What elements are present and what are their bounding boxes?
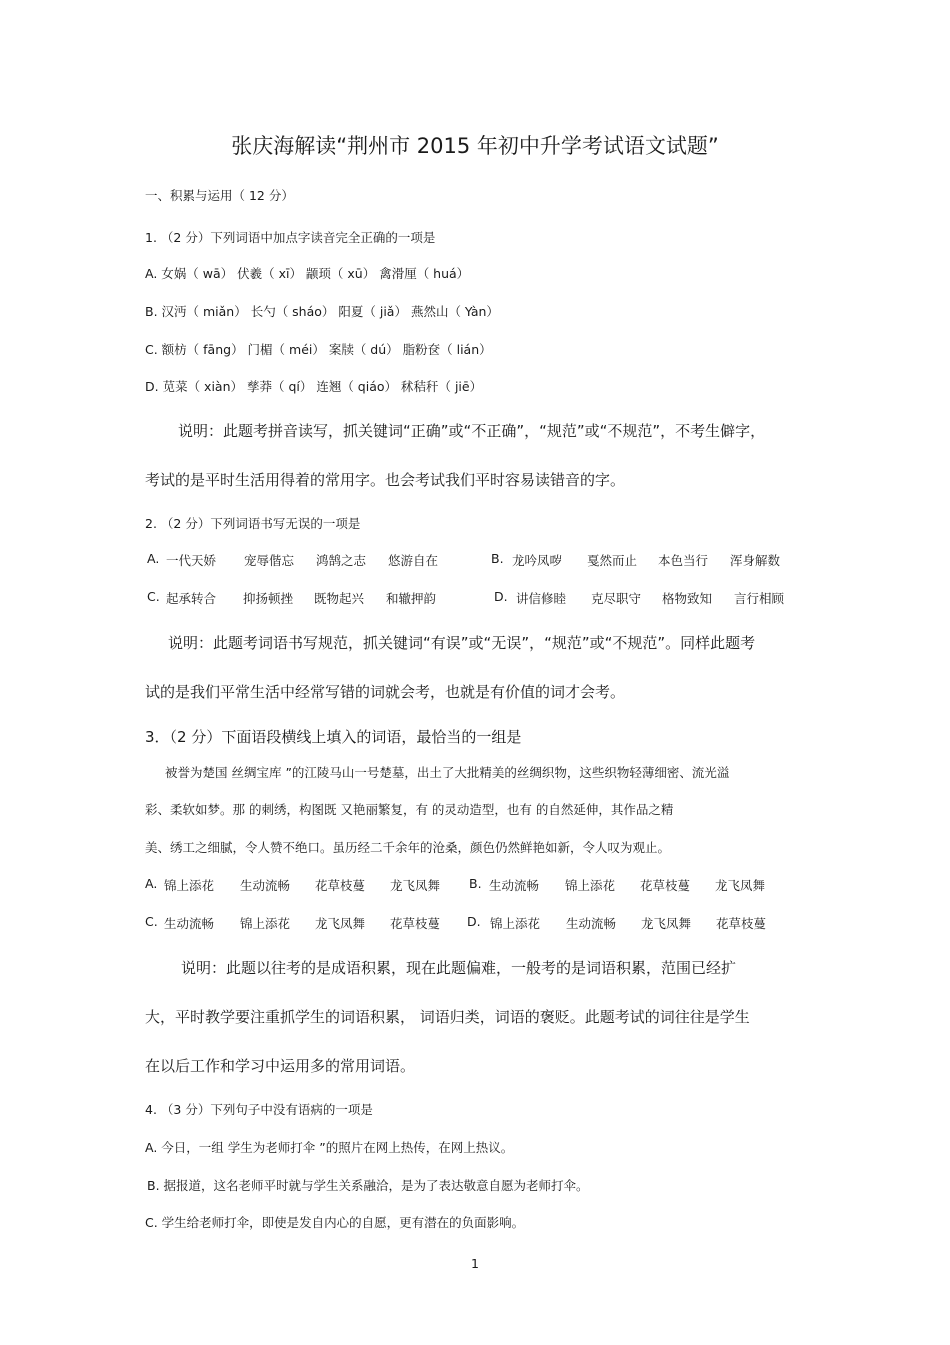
page-number: 1 (471, 1256, 479, 1271)
option-word: 本色当行 (658, 553, 709, 568)
option-word: 宠辱偕忘 (244, 553, 295, 568)
option-word: 格物致知 (662, 591, 713, 606)
question-1-option-b: B. 汉沔（ miǎn） 长勺（ sháo） 阳夏（ jiǎ） 燕然山（ Yàn） (145, 304, 499, 319)
option-letter: A. (147, 551, 160, 566)
option-word: 锦上添花 (490, 916, 541, 931)
option-letter: B. (491, 551, 504, 566)
option-word: 锦上添花 (164, 878, 215, 893)
question-3-note-line-3: 在以后工作和学习中运用多的常用词语。 (145, 1057, 416, 1075)
option-word: 悠游自在 (388, 553, 439, 568)
section-heading: 一、积累与运用（ 12 分） (145, 188, 294, 203)
option-word: 花草枝蔓 (315, 878, 366, 893)
question-4-option-b: B. 据报道，这名老师平时就与学生关系融洽，是为了表达敬意自愿为老师打伞。 (147, 1178, 589, 1193)
question-1-stem: 1. （2 分）下列词语中加点字读音完全正确的一项是 (145, 230, 436, 245)
option-word: 花草枝蔓 (390, 916, 441, 931)
option-letter: A. (145, 876, 158, 891)
question-3-note-line-1: 说明：此题以往考的是成语积累，现在此题偏难，一般考的是词语积累，范围已经扩 (181, 959, 737, 977)
option-letter: D. (494, 589, 508, 604)
option-word: 龙飞凤舞 (390, 878, 441, 893)
option-word: 龙飞凤舞 (315, 916, 366, 931)
option-word: 花草枝蔓 (640, 878, 691, 893)
question-3-passage-line-2: 彩、柔软如梦。那 的刺绣，构图既 又艳丽繁复，有 的灵动造型，也有 的自然延伸，其作品之精 (145, 802, 674, 817)
question-3-note-line-2: 大，平时教学要注重抓学生的词语积累， 词语归类，词语的褒贬。此题考试的词往往是学生 (145, 1008, 750, 1026)
option-word: 克尽职守 (591, 591, 642, 606)
option-word: 讲信修睦 (516, 591, 567, 606)
option-word: 和辙押韵 (386, 591, 437, 606)
option-letter: B. (469, 876, 482, 891)
question-1-option-c: C. 额枋（ fāng） 门楣（ méi） 案牍（ dú） 脂粉奁（ lián） (145, 342, 492, 357)
question-3-stem: 3．（2 分）下面语段横线上填入的词语，最恰当的一组是 (145, 728, 522, 746)
question-4-stem: 4. （3 分）下列句子中没有语病的一项是 (145, 1102, 373, 1117)
option-word: 花草枝蔓 (716, 916, 767, 931)
option-word: 生动流畅 (489, 878, 540, 893)
option-word: 锦上添花 (240, 916, 291, 931)
question-1-option-d: D. 苋菜（ xiàn） 孳莽（ qí） 连翘（ qiáo） 秫秸秆（ jiē） (145, 379, 483, 394)
question-3-passage-line-1: 被誉为楚国 丝绸宝库 ”的江陵马山一号楚墓，出土了大批精美的丝绸织物，这些织物轻薄细密、流光溢 (165, 765, 730, 780)
option-word: 浑身解数 (730, 553, 781, 568)
option-word: 生动流畅 (164, 916, 215, 931)
option-word: 生动流畅 (566, 916, 617, 931)
question-2-stem: 2. （2 分）下列词语书写无误的一项是 (145, 516, 361, 531)
option-word: 龙飞凤舞 (641, 916, 692, 931)
option-word: 言行相顾 (734, 591, 785, 606)
question-3-passage-line-3: 美、绣工之细腻，令人赞不绝口。虽历经二千余年的沧桑，颜色仍然鲜艳如新，令人叹为观止。 (145, 840, 671, 855)
option-word: 抑扬顿挫 (243, 591, 294, 606)
option-letter: D. (467, 914, 481, 929)
question-1-option-a: A. 女娲（ wā） 伏羲（ xī） 颛顼（ xū） 禽滑厘（ huá） (145, 266, 470, 281)
option-letter: C. (147, 589, 160, 604)
option-word: 起承转合 (166, 591, 217, 606)
option-word: 锦上添花 (565, 878, 616, 893)
option-word: 生动流畅 (240, 878, 291, 893)
option-word: 鸿鹄之志 (316, 553, 367, 568)
question-1-note-line-2: 考试的是平时生活用得着的常用字。也会考试我们平时容易读错音的字。 (145, 471, 626, 489)
option-word: 戛然而止 (587, 553, 638, 568)
option-word: 龙吟凤哕 (512, 553, 563, 568)
option-word: 一代天娇 (166, 553, 217, 568)
question-1-note-line-1: 说明：此题考拼音读写，抓关键词“正确”或“不正确”，“规范”或“不规范”，不考生僻字， (178, 422, 766, 440)
option-word: 既物起兴 (314, 591, 365, 606)
question-2-note-line-2: 试的是我们平常生活中经常写错的词就会考，也就是有价值的词才会考。 (145, 683, 626, 701)
question-4-option-c: C. 学生给老师打伞，即使是发自内心的自愿，更有潜在的负面影响。 (145, 1215, 525, 1230)
page-title: 张庆海解读“荆州市 2015 年初中升学考试语文试题” (231, 134, 719, 158)
option-letter: C. (145, 914, 158, 929)
option-word: 龙飞凤舞 (715, 878, 766, 893)
question-2-note-line-1: 说明：此题考词语书写规范，抓关键词“有误”或“无误”，“规范”或“不规范”。同样此题考 (168, 634, 756, 652)
question-4-option-a: A. 今日，一组 学生为老师打伞 ”的照片在网上热传，在网上热议。 (145, 1140, 514, 1155)
